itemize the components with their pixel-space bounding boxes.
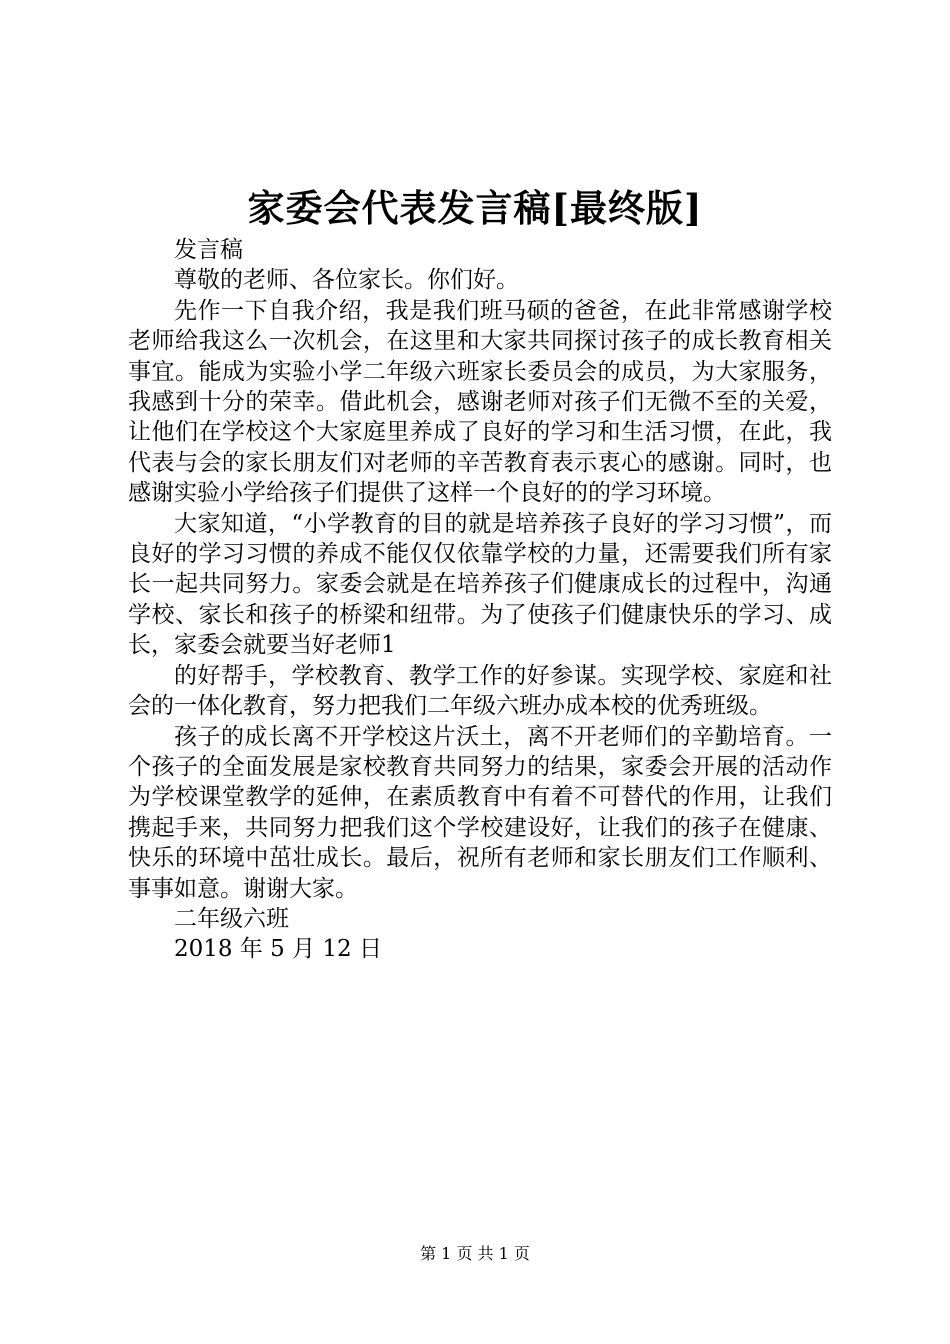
paragraph-committee-role: 大家知道，“小学教育的目的就是培养孩子良好的学习习惯”，而良好的学习习惯的养成不能仅仅依靠学校的力量，还需要我们所有家长一起共同努力。家委会就是在培养孩子们健康成长的过程中，沟通学校、家长和孩子的桥梁和纽带。为了使孩子们健康快乐的学习、成长，家委会就要当好老师1 [128, 510, 832, 659]
paragraph-greeting: 尊敬的老师、各位家长。你们好。 [174, 267, 519, 294]
paragraph-closing: 孩子的成长离不开学校这片沃土，离不开老师们的辛勤培育。一个孩子的全面发展是家校教育共同努力的结果，家委会开展的活动作为学校课堂教学的延伸，在素质教育中有着不可替代的作用，让我们携起手来，共同努力把我们这个学校建设好，让我们的孩子在健康、快乐的环境中茁壮成长。最后，祝所有老师和家长朋友们工作顺利、事事如意。谢谢大家。 [128, 723, 832, 902]
document-body [128, 235, 832, 965]
signature-class: 二年级六班 [174, 905, 289, 932]
document-title: 家委会代表发言稿[最终版] [247, 186, 703, 230]
signature-date: 2018 年 5 月 12 日 [174, 936, 382, 963]
paragraph-heading: 发言稿 [174, 237, 243, 263]
page-footer: 第 1 页 共 1 页 [420, 1244, 530, 1263]
paragraph-helper: 的好帮手，学校教育、教学工作的好参谋。实现学校、家庭和社会的一体化教育，努力把我们二年级六班办成本校的优秀班级。 [128, 662, 832, 720]
paragraph-introduction: 先作一下自我介绍，我是我们班马硕的爸爸，在此非常感谢学校老师给我这么一次机会，在这里和大家共同探讨孩子的成长教育相关事宜。能成为实验小学二年级六班家长委员会的成员，为大家服务，我感到十分的荣幸。借此机会，感谢老师对孩子们无微不至的关爱，让他们在学校这个大家庭里养成了良好的学习和生活习惯，在此，我代表与会的家长朋友们对老师的辛苦教育表示衷心的感谢。同时，也感谢实验小学给孩子们提供了这样一个良好的的学习环境。 [128, 297, 832, 507]
